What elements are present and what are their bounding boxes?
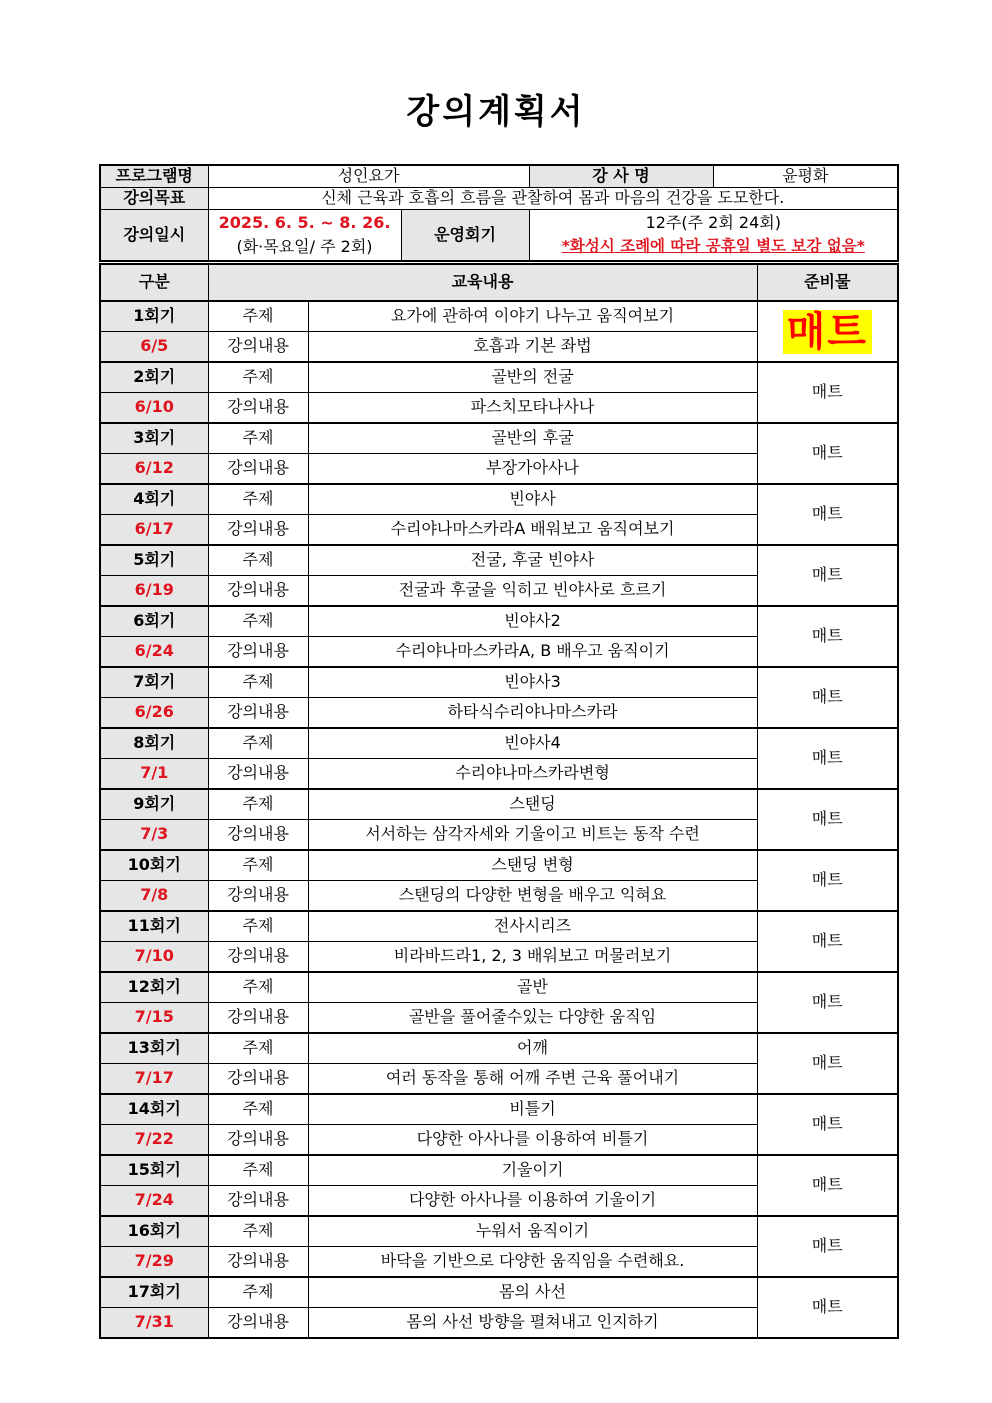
- prep-item: 매트: [811, 687, 843, 707]
- content-label: 강의내용: [208, 1064, 308, 1095]
- prep-item: 매트: [811, 748, 843, 768]
- prep-cell: [757, 484, 898, 545]
- prep-cell: [757, 728, 898, 789]
- prep-item: 매트: [811, 382, 843, 402]
- topic-text: 비틀기: [308, 1094, 757, 1125]
- prep-cell: [757, 545, 898, 606]
- topic-label: 주제: [208, 728, 308, 759]
- date-range: 2025. 6. 5. ~ 8. 26.: [218, 212, 391, 232]
- session-date: 7/15: [100, 1003, 208, 1034]
- prep-item-highlight: 매트: [783, 310, 872, 354]
- content-text: 몸의 사선 방향을 펼쳐내고 인지하기: [308, 1308, 757, 1339]
- session-number: 12회기: [100, 972, 208, 1003]
- prep-cell: [757, 1155, 898, 1216]
- schedule-row-topic: [100, 972, 898, 1003]
- content-label: 강의내용: [208, 759, 308, 790]
- content-label: 강의내용: [208, 332, 308, 363]
- content-label: 강의내용: [208, 942, 308, 973]
- topic-text: 골반의 후굴: [308, 423, 757, 454]
- session-date: 7/22: [100, 1125, 208, 1156]
- schedule-row-topic: [100, 301, 898, 332]
- schedule-row-topic: [100, 423, 898, 454]
- topic-label: 주제: [208, 850, 308, 881]
- prep-cell: [757, 911, 898, 972]
- session-date: 7/29: [100, 1247, 208, 1278]
- topic-label: 주제: [208, 484, 308, 515]
- topic-label: 주제: [208, 789, 308, 820]
- program-value: 성인요가: [208, 165, 529, 188]
- topic-text: 어깨: [308, 1033, 757, 1064]
- prep-cell: [757, 1094, 898, 1155]
- session-number: 6회기: [100, 606, 208, 637]
- sessions-cell: [529, 210, 898, 262]
- prep-item: 매트: [811, 565, 843, 585]
- date-cell: [208, 210, 401, 262]
- topic-label: 주제: [208, 606, 308, 637]
- program-label: 프로그램명: [100, 165, 208, 188]
- goal-label: 강의목표: [100, 188, 208, 210]
- content-text: 비라바드라1, 2, 3 배워보고 머물러보기: [308, 942, 757, 973]
- header-session: 구분: [100, 264, 208, 301]
- header-prep: 준비물: [757, 264, 898, 301]
- prep-cell: [757, 423, 898, 484]
- prep-cell: [757, 606, 898, 667]
- schedule-row-topic: [100, 1216, 898, 1247]
- topic-label: 주제: [208, 301, 308, 332]
- schedule-row-topic: [100, 1033, 898, 1064]
- prep-item: 매트: [811, 626, 843, 646]
- session-number: 9회기: [100, 789, 208, 820]
- topic-label: 주제: [208, 667, 308, 698]
- prep-cell: [757, 1216, 898, 1277]
- session-number: 1회기: [100, 301, 208, 332]
- sessions-label: 운영회기: [401, 210, 529, 262]
- schedule-row-topic: [100, 667, 898, 698]
- session-date: 7/17: [100, 1064, 208, 1095]
- content-text: 서서하는 삼각자세와 기울이고 비트는 동작 수련: [308, 820, 757, 851]
- content-label: 강의내용: [208, 1186, 308, 1217]
- session-number: 11회기: [100, 911, 208, 942]
- topic-text: 빈야사2: [308, 606, 757, 637]
- prep-cell: [757, 1277, 898, 1338]
- session-number: 7회기: [100, 667, 208, 698]
- content-text: 골반을 풀어줄수있는 다양한 움직임: [308, 1003, 757, 1034]
- content-label: 강의내용: [208, 1308, 308, 1339]
- schedule-row-topic: [100, 850, 898, 881]
- session-date: 6/19: [100, 576, 208, 607]
- session-date: 7/3: [100, 820, 208, 851]
- topic-text: 빈야사: [308, 484, 757, 515]
- topic-text: 몸의 사선: [308, 1277, 757, 1308]
- session-number: 5회기: [100, 545, 208, 576]
- content-text: 수리야나마스카라변형: [308, 759, 757, 790]
- topic-text: 전사시리즈: [308, 911, 757, 942]
- topic-label: 주제: [208, 423, 308, 454]
- sessions-value: 12주(주 2회 24회): [645, 212, 781, 232]
- content-text: 여러 동작을 통해 어깨 주변 근육 풀어내기: [308, 1064, 757, 1095]
- content-text: 파스치모타나사나: [308, 393, 757, 424]
- topic-label: 주제: [208, 1094, 308, 1125]
- session-date: 6/24: [100, 637, 208, 668]
- session-number: 4회기: [100, 484, 208, 515]
- content-text: 전굴과 후굴을 익히고 빈야사로 흐르기: [308, 576, 757, 607]
- session-date: 7/10: [100, 942, 208, 973]
- session-date: 6/17: [100, 515, 208, 546]
- content-text: 바닥을 기반으로 다양한 움직임을 수련해요.: [308, 1247, 757, 1278]
- content-text: 부장가아사나: [308, 454, 757, 485]
- topic-text: 스탠딩 변형: [308, 850, 757, 881]
- date-label: 강의일시: [100, 210, 208, 262]
- topic-label: 주제: [208, 1155, 308, 1186]
- topic-text: 기울이기: [308, 1155, 757, 1186]
- content-text: 스탠딩의 다양한 변형을 배우고 익혀요: [308, 881, 757, 912]
- content-label: 강의내용: [208, 820, 308, 851]
- prep-item: 매트: [811, 992, 843, 1012]
- content-label: 강의내용: [208, 698, 308, 729]
- prep-item: 매트: [811, 1175, 843, 1195]
- topic-text: 스탠딩: [308, 789, 757, 820]
- session-number: 15회기: [100, 1155, 208, 1186]
- prep-cell: [757, 667, 898, 728]
- prep-item: 매트: [811, 443, 843, 463]
- topic-label: 주제: [208, 911, 308, 942]
- page-title: 강의계획서: [406, 92, 586, 132]
- content-label: 강의내용: [208, 515, 308, 546]
- content-text: 다양한 아사나를 이용하여 기울이기: [308, 1186, 757, 1217]
- content-text: 호흡과 기본 좌법: [308, 332, 757, 363]
- content-label: 강의내용: [208, 881, 308, 912]
- topic-text: 골반의 전굴: [308, 362, 757, 393]
- topic-text: 요가에 관하여 이야기 나누고 움직여보기: [308, 301, 757, 332]
- prep-cell: [757, 301, 898, 362]
- topic-label: 주제: [208, 545, 308, 576]
- prep-item: 매트: [811, 504, 843, 524]
- prep-cell: [757, 850, 898, 911]
- session-number: 13회기: [100, 1033, 208, 1064]
- session-date: 7/31: [100, 1308, 208, 1339]
- prep-item: 매트: [811, 870, 843, 890]
- session-number: 8회기: [100, 728, 208, 759]
- prep-cell: [757, 362, 898, 423]
- schedule-table: [99, 263, 899, 1339]
- prep-item: 매트: [811, 1053, 843, 1073]
- prep-cell: [757, 789, 898, 850]
- instructor-label: 강 사 명: [529, 165, 713, 188]
- topic-text: 누워서 움직이기: [308, 1216, 757, 1247]
- session-number: 17회기: [100, 1277, 208, 1308]
- schedule-row-topic: [100, 789, 898, 820]
- prep-cell: [757, 972, 898, 1033]
- topic-text: 골반: [308, 972, 757, 1003]
- topic-label: 주제: [208, 1216, 308, 1247]
- schedule-row-topic: [100, 1277, 898, 1308]
- topic-label: 주제: [208, 362, 308, 393]
- prep-item: 매트: [811, 1297, 843, 1317]
- schedule-row-topic: [100, 484, 898, 515]
- prep-item: 매트: [811, 1236, 843, 1256]
- sessions-note: *화성시 조례에 따라 공휴일 별도 보강 없음*: [561, 237, 865, 256]
- topic-label: 주제: [208, 1277, 308, 1308]
- content-text: 하타식수리야나마스카라: [308, 698, 757, 729]
- topic-text: 빈야사3: [308, 667, 757, 698]
- prep-item: 매트: [811, 1114, 843, 1134]
- session-number: 2회기: [100, 362, 208, 393]
- content-label: 강의내용: [208, 637, 308, 668]
- session-date: 6/12: [100, 454, 208, 485]
- schedule-row-topic: [100, 728, 898, 759]
- schedule-row-topic: [100, 911, 898, 942]
- content-label: 강의내용: [208, 1003, 308, 1034]
- course-info-table: [99, 164, 899, 262]
- content-text: 다양한 아사나를 이용하여 비틀기: [308, 1125, 757, 1156]
- session-number: 10회기: [100, 850, 208, 881]
- session-date: 7/1: [100, 759, 208, 790]
- content-label: 강의내용: [208, 454, 308, 485]
- prep-cell: [757, 1033, 898, 1094]
- date-days: (화·목요일/ 주 2회): [236, 237, 373, 256]
- schedule-row-topic: [100, 1094, 898, 1125]
- session-date: 6/5: [100, 332, 208, 363]
- session-number: 16회기: [100, 1216, 208, 1247]
- schedule-row-topic: [100, 362, 898, 393]
- session-number: 14회기: [100, 1094, 208, 1125]
- topic-text: 빈야사4: [308, 728, 757, 759]
- content-label: 강의내용: [208, 1125, 308, 1156]
- instructor-value: 윤평화: [713, 165, 898, 188]
- goal-value: 신체 근육과 호흡의 흐름을 관찰하여 몸과 마음의 건강을 도모한다.: [208, 188, 898, 210]
- header-content: 교육내용: [208, 264, 757, 301]
- topic-text: 전굴, 후굴 빈야사: [308, 545, 757, 576]
- schedule-row-topic: [100, 545, 898, 576]
- session-date: 6/10: [100, 393, 208, 424]
- session-date: 6/26: [100, 698, 208, 729]
- content-label: 강의내용: [208, 576, 308, 607]
- schedule-row-topic: [100, 1155, 898, 1186]
- topic-label: 주제: [208, 972, 308, 1003]
- topic-label: 주제: [208, 1033, 308, 1064]
- session-date: 7/24: [100, 1186, 208, 1217]
- schedule-row-topic: [100, 606, 898, 637]
- prep-item: 매트: [811, 809, 843, 829]
- content-text: 수리야나마스카라A 배워보고 움직여보기: [308, 515, 757, 546]
- content-label: 강의내용: [208, 1247, 308, 1278]
- content-label: 강의내용: [208, 393, 308, 424]
- prep-item: 매트: [811, 931, 843, 951]
- content-text: 수리야나마스카라A, B 배우고 움직이기: [308, 637, 757, 668]
- session-date: 7/8: [100, 881, 208, 912]
- session-number: 3회기: [100, 423, 208, 454]
